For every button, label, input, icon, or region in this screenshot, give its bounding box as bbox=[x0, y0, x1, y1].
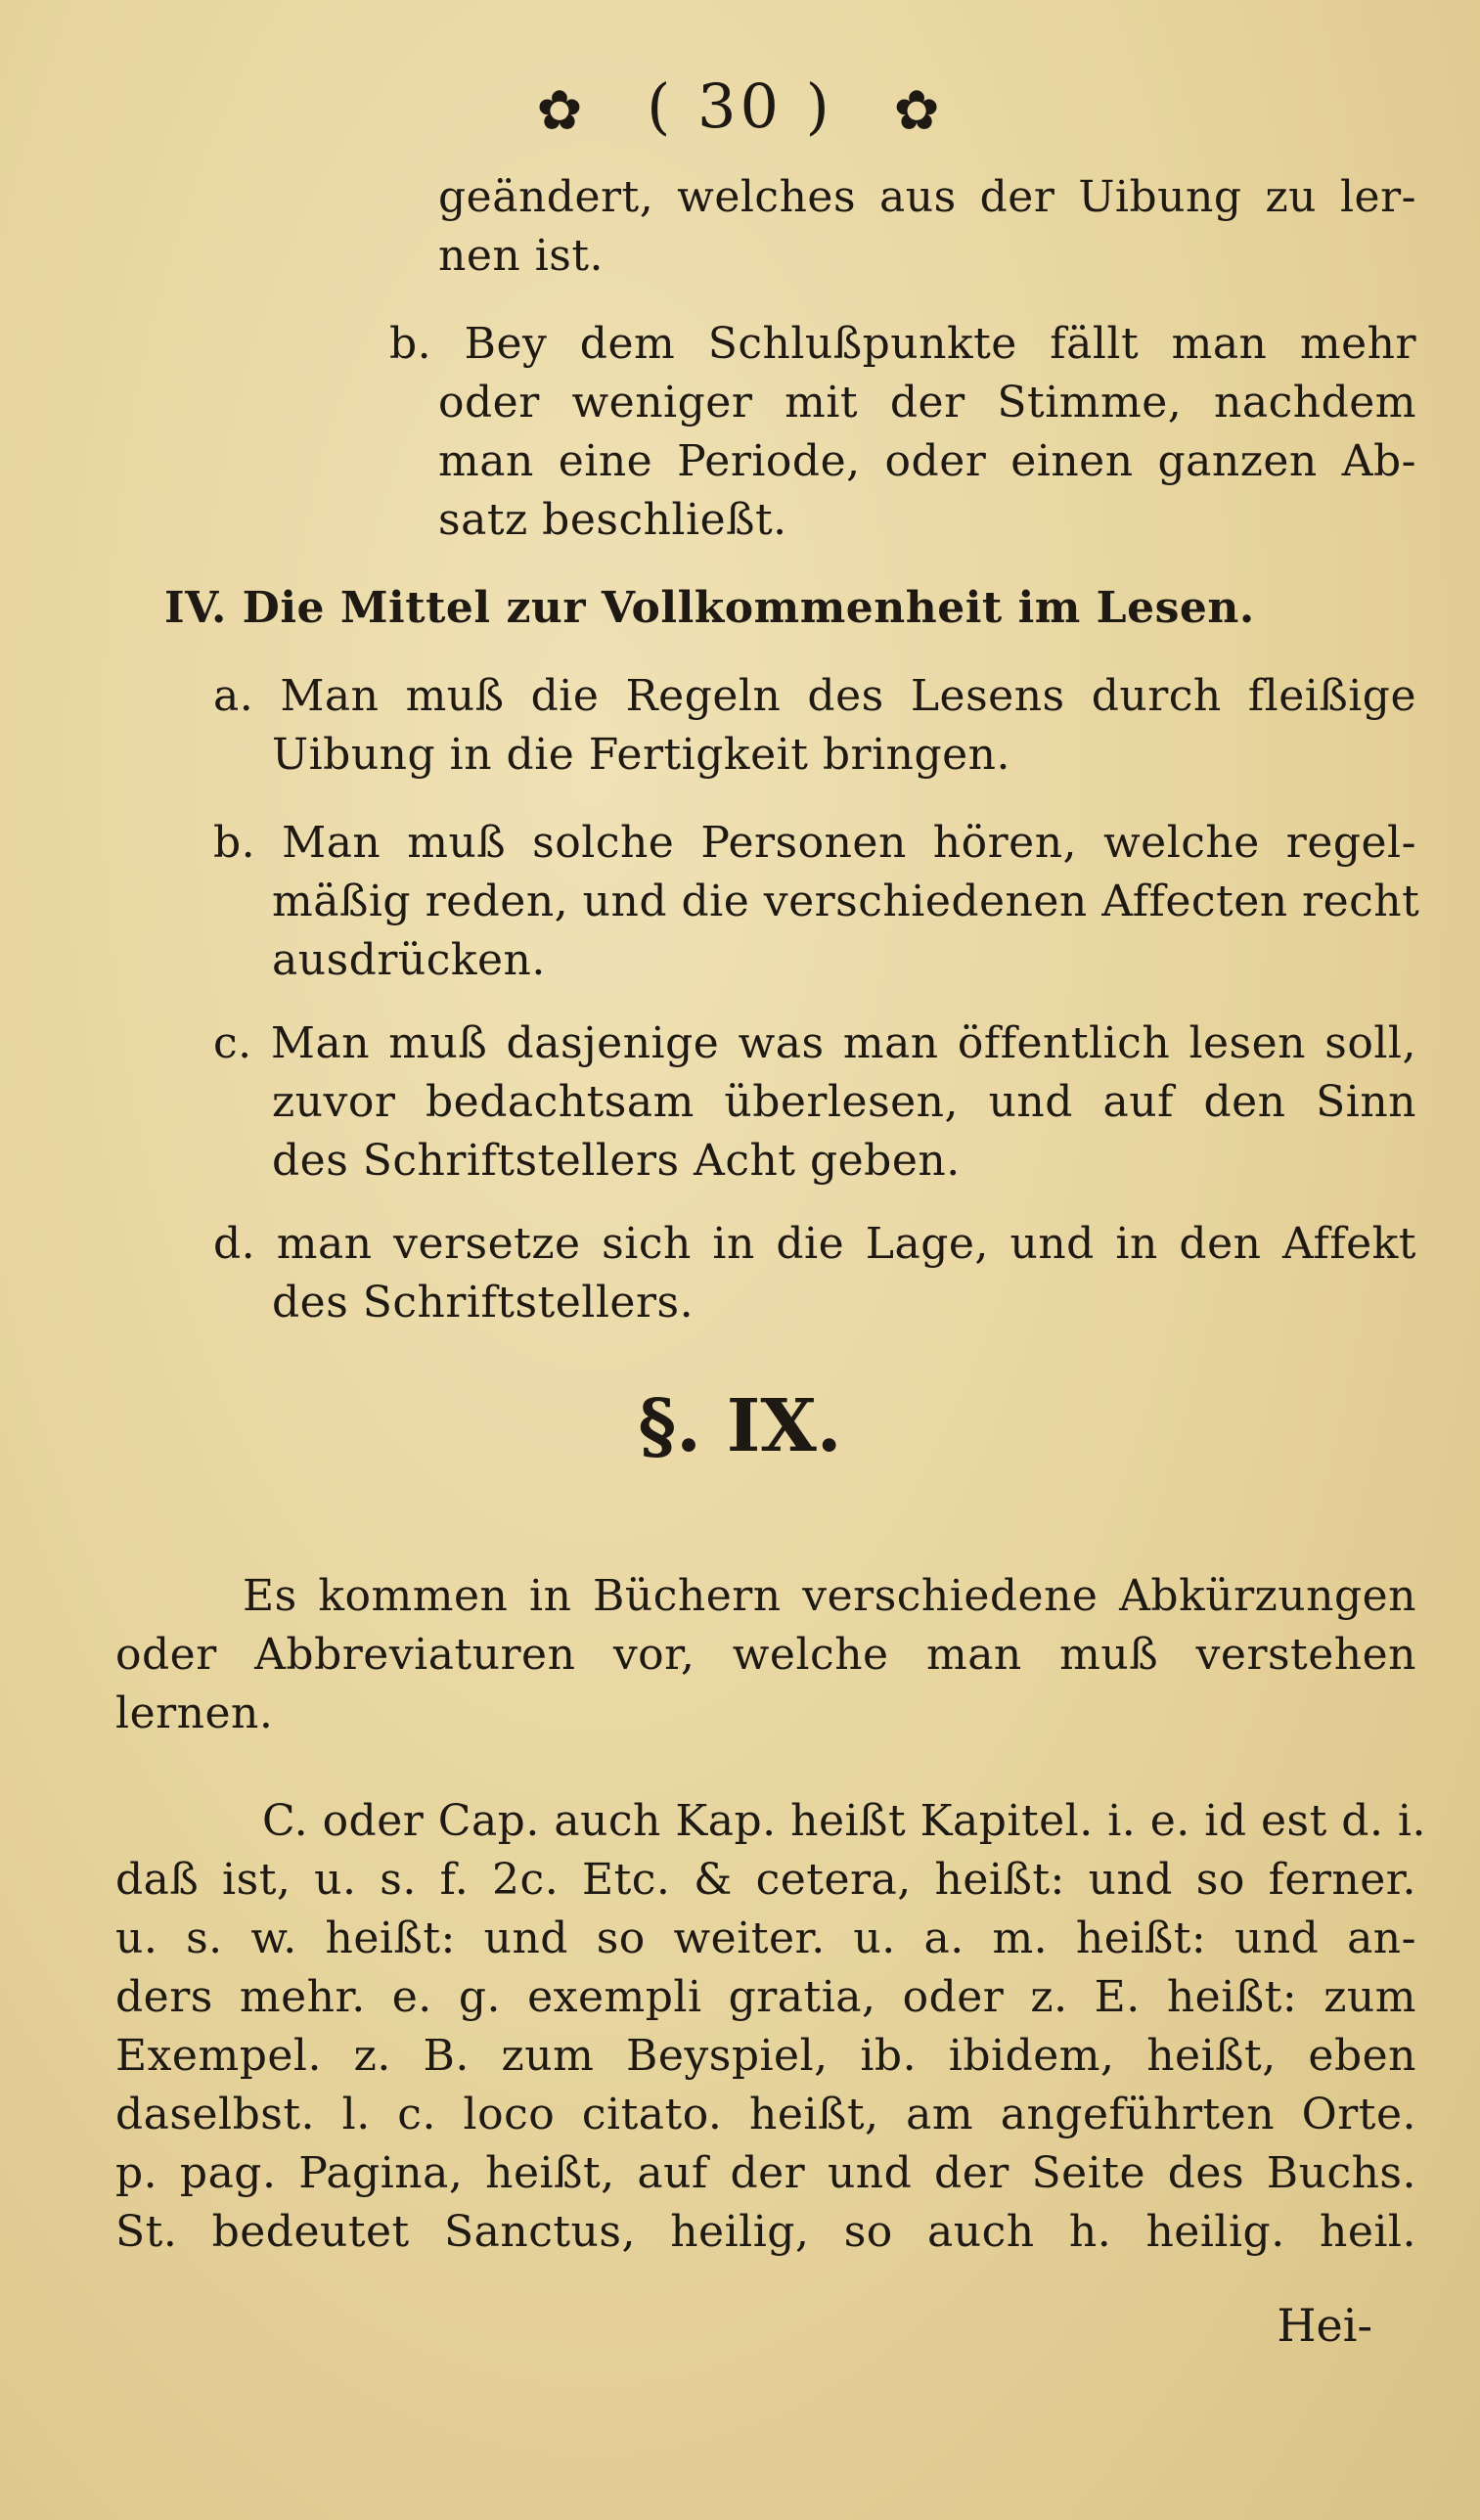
text-line: u. s. w. heißt: und so weiter. u. a. m. heißt: und an- bbox=[115, 1913, 1416, 1963]
section-heading: §. IX. bbox=[638, 1384, 842, 1468]
text-line: p. pag. Pagina, heißt, auf der und der Seite des Buchs. bbox=[115, 2148, 1416, 2198]
text-line: ders mehr. e. g. exempli gratia, oder z. E. heißt: zum bbox=[115, 1972, 1416, 2022]
page-header bbox=[0, 70, 1480, 143]
text-line: d. man versetze sich in die Lage, und in den Affekt bbox=[213, 1219, 1416, 1269]
text-line: des Schriftstellers. bbox=[272, 1278, 695, 1328]
text-line: St. bedeutet Sanctus, heilig, so auch h. heilig. heil. bbox=[115, 2207, 1416, 2257]
subheading: IV. Die Mittel zur Vollkommenheit im Lesen. bbox=[164, 583, 1255, 633]
text-line: b. Bey dem Schlußpunkte fällt man mehr bbox=[389, 319, 1416, 369]
flower-ornament-icon: ✿ bbox=[893, 79, 944, 144]
text-line: b. Man muß solche Personen hören, welche regel- bbox=[213, 818, 1416, 868]
text-line: geändert, welches aus der Uibung zu ler- bbox=[438, 172, 1416, 222]
text-line: C. oder Cap. auch Kap. heißt Kapitel. i. e. id est d. i. bbox=[262, 1796, 1426, 1846]
text-line: lernen. bbox=[115, 1688, 274, 1738]
text-line: c. Man muß dasjenige was man öffentlich lesen soll, bbox=[213, 1018, 1416, 1068]
text-line: mäßig reden, und die verschiedenen Affecten recht bbox=[272, 877, 1420, 926]
text-line: a. Man muß die Regeln des Lesens durch fleißige bbox=[213, 671, 1416, 721]
text-line: nen ist. bbox=[438, 231, 605, 281]
text-line: Es kommen in Büchern verschiedene Abkürzungen bbox=[243, 1571, 1416, 1621]
text-line: daselbst. l. c. loco citato. heißt, am angeführten Orte. bbox=[115, 2090, 1416, 2139]
text-line: zuvor bedachtsam überlesen, und auf den Sinn bbox=[272, 1077, 1416, 1127]
text-line: ausdrücken. bbox=[272, 935, 546, 985]
text-line: satz beschließt. bbox=[438, 495, 787, 545]
text-line: oder weniger mit der Stimme, nachdem bbox=[438, 378, 1416, 428]
text-line: des Schriftstellers Acht geben. bbox=[272, 1136, 961, 1186]
text-line: oder Abbreviaturen vor, welche man muß verstehen bbox=[115, 1630, 1416, 1680]
text-line: Uibung in die Fertigkeit bringen. bbox=[272, 730, 1011, 780]
page-number: ( 30 ) bbox=[647, 70, 833, 142]
catchword: Hei- bbox=[1277, 2299, 1372, 2352]
text-line: Exempel. z. B. zum Beyspiel, ib. ibidem, heißt, eben bbox=[115, 2031, 1416, 2081]
text-line: man eine Periode, oder einen ganzen Ab- bbox=[438, 436, 1416, 486]
flower-ornament-icon: ✿ bbox=[536, 79, 587, 144]
text-line: daß ist, u. s. f. 2c. Etc. & cetera, heißt: und so ferner. bbox=[115, 1855, 1416, 1905]
